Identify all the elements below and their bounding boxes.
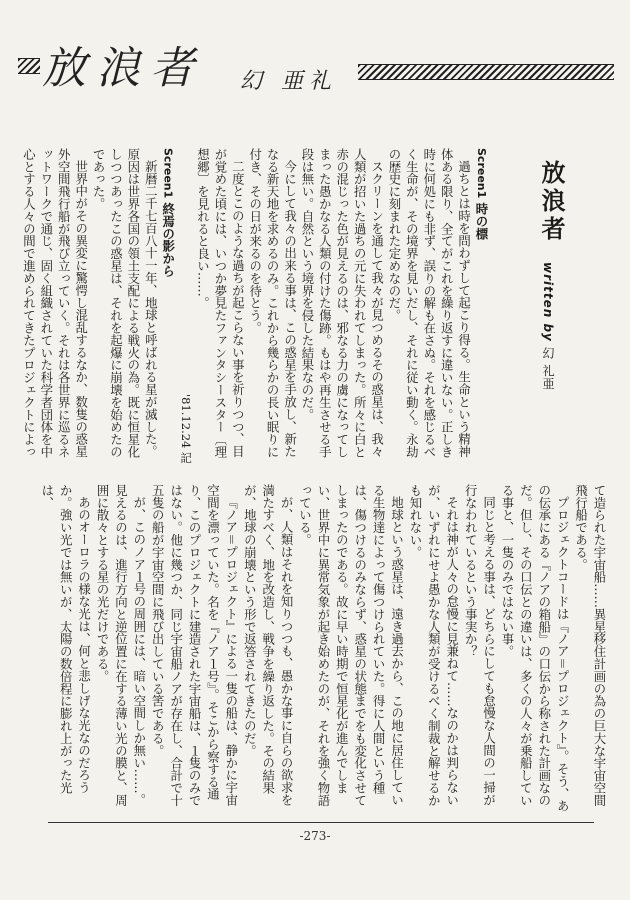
section1-heading-en: Screen1 — [475, 148, 488, 199]
lower-paragraph-4: それは神が人々の怠慢に見兼ねて……なのかは判らないが、いずれにせよ愚かな人類が受けるべく制裁と解せるかも知れない。 — [407, 484, 460, 807]
section1-heading — [473, 148, 490, 464]
page-number: -273- — [299, 829, 331, 843]
side-author-name: 幻 礼亜 — [541, 346, 555, 391]
lower-paragraph-2: プロジェクトコードは『ノア＝プロジェクト』。そう、あの伝承にある『ノアの箱船』の口伝から称された計画なのだ。但し、その口伝との違いは、多くの人々が乗船している事と、一隻のみではない事。 — [499, 484, 571, 813]
header-hatch-right — [358, 64, 614, 80]
upper-paragraph-4: 二度とこのような過ちが起こらない事を祈りつつ、目が覚めた頃には、いつか夢見たファンタシースター〔理想郷〕を見れると良い……。 — [195, 148, 246, 458]
lower-paragraph-9: あのオーロラの様な光は、何と悲しげな光なのだろうか。強い光では無いが、太陽の数倍程に膨れ上がった光は、 — [39, 484, 92, 794]
lower-text-block — [39, 484, 608, 814]
lower-paragraph-7: 『ノア＝プロジェクト』による一隻の船は、静かに宇宙空間を漂っていた。名を『ノア１号』。そこから察する通り、このプロジェクトに建造された宇宙船は、１隻のみではない。他に幾つか、同じ宇宙船ノアが存在し、合計で十五隻の船が宇宙空間に飛び出している筈である。 — [150, 484, 239, 807]
upper-paragraph-1: 過ちとは時を問わずして起こり得る。生命という精神体ある限り、全てがこれを繰り返すに違いない。正しき時に何処にも非ず、誤りの解も在さぬ。それを感じるべく生命が、その境界を見いだし、それに従い動く。永劫の歴史に刻まれた定めなのだ。 — [386, 148, 472, 458]
page-header — [0, 30, 630, 100]
side-written-by: written by — [541, 262, 555, 342]
section2-heading-en: Screen1 — [161, 148, 175, 199]
upper-date: '81.12.24 記 — [179, 394, 194, 464]
upper-paragraph-6: 世界中がその異変に驚愕し混乱するなか、数隻の惑星外空間飛行船が飛び立っていく。それは各世界に巡るネットワークで通じ、固く組織されていた科学者団体を中心とする人々の間で進められてきたプロジェクトによっ — [21, 148, 89, 458]
upper-text-block — [21, 148, 490, 464]
header-title: 放浪者 — [42, 43, 204, 94]
side-title: 放浪者 — [537, 160, 566, 244]
upper-paragraph-3: 今にして我々の出来る事は、この惑星を手放し、新たなる新天地を求めるのみ。これから幾らかの長い眠りに付き、その日が来るのを待とう。 — [247, 148, 298, 458]
lower-paragraph-1: て造られた宇宙船……異星移住計画の為の巨大な宇宙空間飛行船である。 — [573, 484, 607, 807]
side-author — [540, 262, 557, 391]
bottom-rule — [48, 822, 594, 823]
section1-heading-jp: 時の標 — [474, 198, 489, 240]
upper-paragraph-2: スクリーンを通して我々が見つめるその惑星は、我々人類が招いた過ちの元に失われてしまった。所々に白と赤の混じった色が見えるのは、邪なる力の虜になってしまった愚かなる人類の付けた傷跡。もはや再生させる手段は無い。自然という境界を侵した結果なのだ。 — [299, 148, 385, 458]
header-hatch-left — [18, 58, 40, 74]
lower-paragraph-6: が、人類はそれを知りつつも、愚かな事に自らの欲求を満たすべく、地を改造し、戦争を繰り返した。その結果が、地球の崩壊という形で返答されてきたのだ。 — [242, 484, 295, 807]
header-author: 幻 亜礼 — [240, 69, 337, 94]
section2-heading — [159, 148, 176, 464]
section2-heading-jp: 終焉の影から — [160, 198, 176, 277]
lower-paragraph-3: 同じと考える事は、どちらにしても怠慢な人間の一掃が行なわれているという事実か？ — [463, 484, 497, 807]
lower-paragraph-5: 地球という惑星は、遠き過去から、この地に居住している生物達によって傷つけられていた。得に人間という種は、傷つけるのみならず、惑星の状態までをも変化させてしまったのである。故に早い時期で恒星化が進んでしまい、世界中に異常気象が起き始めたのが、それを強く物語っている。 — [297, 484, 405, 807]
upper-paragraph-5: 新暦二千七百八十一年、地球と呼ばれる星が滅した。原因は世界各国の領土支配による戦火の為。既に恒星化しつつあったこの惑星は、それを起爆に崩壊を始めたのであった。 — [91, 148, 159, 458]
lower-paragraph-8: が、このノア１号の周囲には、暗い空間しか無い……。見えるのは、進行方向と逆位置に在する薄い光の膜と、周囲に散々とする星の光だけである。 — [95, 484, 147, 807]
